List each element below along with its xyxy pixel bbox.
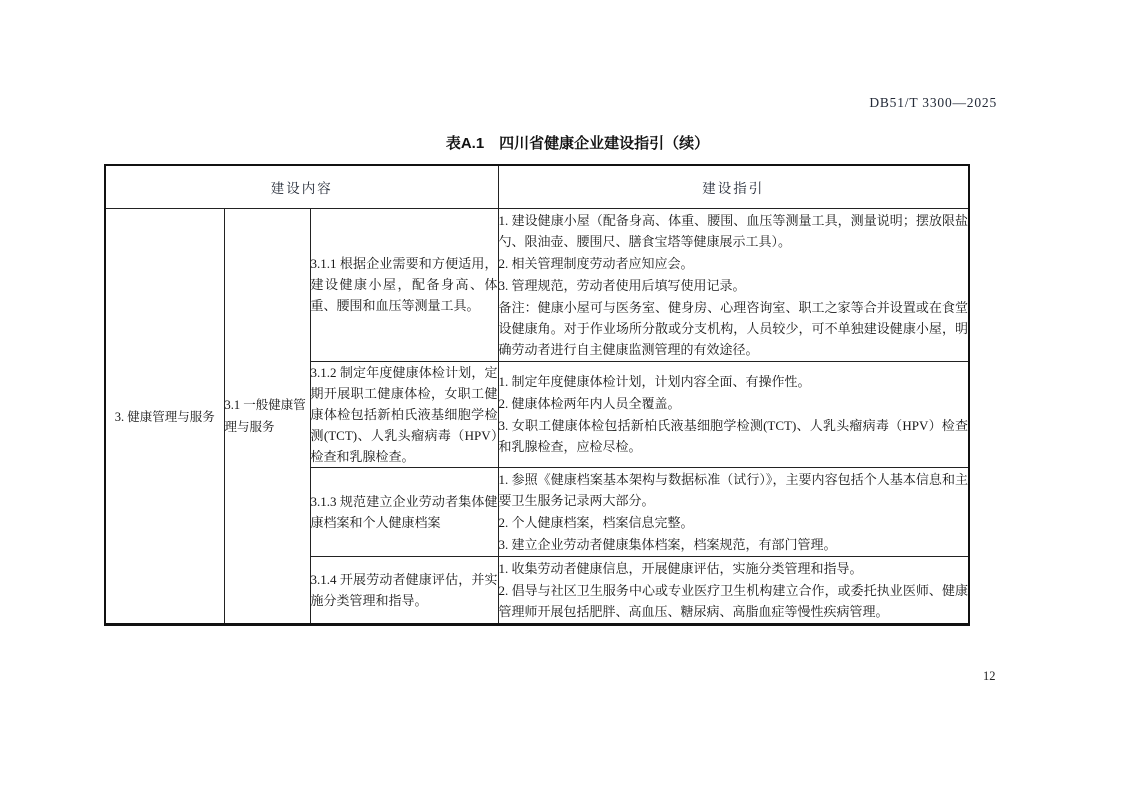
cell-item-3-1-3: 3.1.3 规范建立企业劳动者集体健康档案和个人健康档案 xyxy=(310,467,498,556)
cell-guideline-3-1-3 xyxy=(498,467,969,556)
guideline-paragraph: 2. 相关管理制度劳动者应知应会。 xyxy=(498,255,694,271)
guideline-paragraph: 2. 健康体检两年内人员全覆盖。 xyxy=(498,396,681,411)
page-number: 12 xyxy=(983,669,996,683)
guideline-paragraph: 1. 建设健康小屋（配备身高、体重、腰围、血压等测量工具，测量说明；摆放限盐勺、限油壶、腰围尺、膳食宝塔等健康展示工具）。 xyxy=(498,212,969,249)
guideline-paragraph: 备注：健康小屋可与医务室、健身房、心理咨询室、职工之家等合并设置或在食堂设健康角。对于作业场所分散或分支机构，人员较少，可不单独建设健康小屋，明确劳动者进行自主健康监测管理的有效途径。 xyxy=(498,299,969,357)
cell-item-3-1-1: 3.1.1 根据企业需要和方便适用，建设健康小屋，配备身高、体重、腰围和血压等测量工具。 xyxy=(310,208,498,361)
guideline-paragraph: 2. 倡导与社区卫生服务中心或专业医疗卫生机构建立合作，或委托执业医师、健康管理师开展包括肥胖、高血压、糖尿病、高脂血症等慢性疾病管理。 xyxy=(498,582,969,619)
cell-item-3-1-4: 3.1.4 开展劳动者健康评估，并实施分类管理和指导。 xyxy=(310,556,498,624)
table-row xyxy=(105,208,969,361)
cell-item-3-1-2: 3.1.2 制定年度健康体检计划，定期开展职工健康体检，女职工健康体检包括新柏氏液基细胞学检测(TCT)、人乳头瘤病毒（HPV）检查和乳腺检查。 xyxy=(310,361,498,467)
guideline-paragraph: 1. 收集劳动者健康信息，开展健康评估，实施分类管理和指导。 xyxy=(498,560,863,576)
guideline-paragraph: 3. 管理规范，劳动者使用后填写使用记录。 xyxy=(498,277,746,293)
guideline-paragraph: 3. 建立企业劳动者健康集体档案，档案规范，有部门管理。 xyxy=(498,536,837,552)
cell-category: 3. 健康管理与服务 xyxy=(105,208,224,624)
cell-guideline-3-1-1 xyxy=(498,208,969,361)
guideline-paragraph: 1. 参照《健康档案基本架构与数据标准（试行）》，主要内容包括个人基本信息和主要卫生服务记录两大部分。 xyxy=(498,471,969,508)
header-construction-content: 建设内容 xyxy=(105,165,498,208)
table-title: 表A.1 四川省健康企业建设指引（续） xyxy=(445,135,710,152)
cell-guideline-3-1-2 xyxy=(498,361,969,467)
guideline-paragraph: 1. 制定年度健康体检计划，计划内容全面、有操作性。 xyxy=(498,374,811,389)
cell-subcategory: 3.1 一般健康管理与服务 xyxy=(224,208,310,624)
guideline-paragraph: 3. 女职工健康体检包括新柏氏液基细胞学检测(TCT)、人乳头瘤病毒（HPV）检查和乳腺检查，应检尽检。 xyxy=(498,418,969,454)
guideline-paragraph: 2. 个人健康档案，档案信息完整。 xyxy=(498,514,694,530)
table-header-row xyxy=(105,165,969,208)
cell-guideline-3-1-4 xyxy=(498,556,969,624)
standard-number: DB51/T 3300—2025 xyxy=(869,95,997,110)
header-construction-guideline: 建设指引 xyxy=(498,165,969,208)
guideline-table xyxy=(104,164,970,626)
